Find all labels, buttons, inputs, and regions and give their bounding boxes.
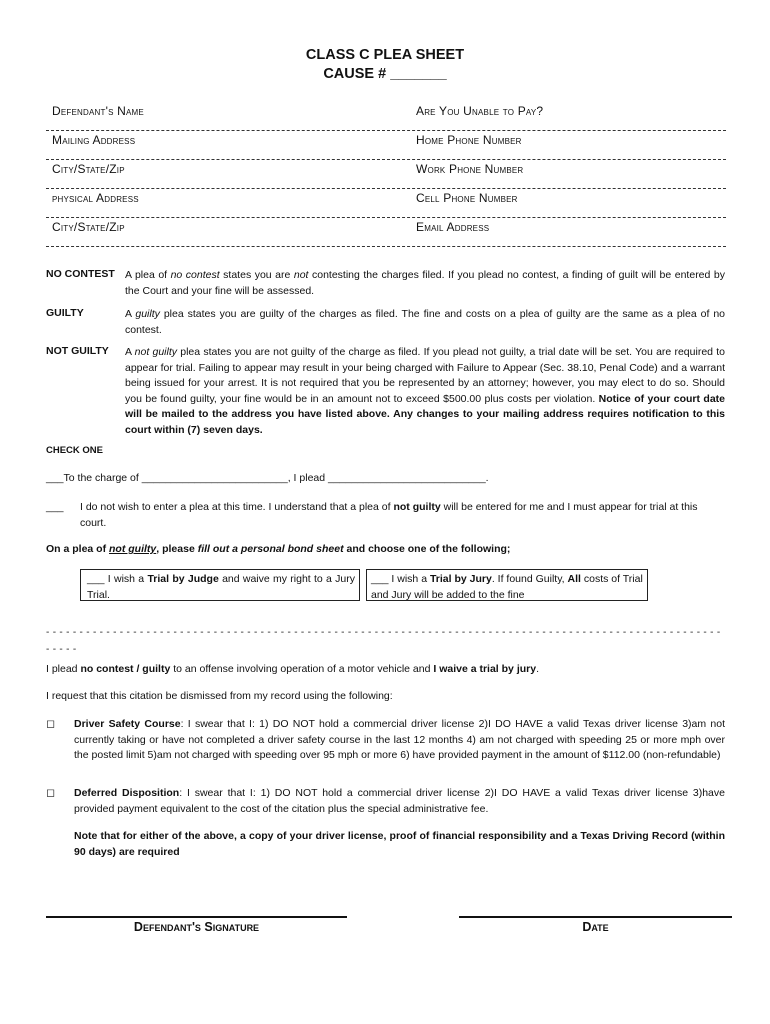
deferred-disposition-text: Deferred Disposition: I swear that I: 1) DO NOT hold a commercial driver license 2)I DO HAVE a valid Texas driver license 3)have provided payment equivalent to the cost of the citation plus the special administrative fee. (74, 787, 725, 815)
page-title: CLASS C PLEA SHEET (305, 47, 465, 63)
cell-phone-field[interactable]: Cell Phone Number (416, 191, 518, 205)
not-guilty-label: NOT GUILTY (46, 345, 109, 357)
signature-line[interactable] (46, 916, 347, 918)
mailing-address-field[interactable]: Mailing Address (52, 133, 136, 147)
field-divider (46, 246, 726, 247)
driver-safety-course-checkbox[interactable]: ◻ (46, 718, 56, 730)
trial-by-jury-option[interactable]: ___ I wish a Trial by Jury. If found Guilty, All costs of Trial and Jury will be added to the fine (366, 569, 648, 601)
bond-instruction: On a plea of not guilty, please fill out a personal bond sheet and choose one of the following; (46, 543, 511, 555)
cut-separator: - - - - - - - - - - - - - - - - - - - - - - - - - - - - - - - - - - - - - - - - - - - - - - - - - - - - - - - - - - - - - - - - - - - - - - - - - - - - - - - - - - - - - - - - - - - - - - - - - - - - - - - - - - (46, 627, 721, 655)
field-divider (46, 188, 726, 189)
no-plea-checkbox[interactable]: ___ (46, 501, 64, 513)
unable-to-pay-field[interactable]: Are You Unable to Pay? (416, 104, 544, 118)
requirements-note: Note that for either of the above, a copy of your driver license, proof of financial responsibility and a Texas Driving Record (within 90 days) are required (74, 830, 725, 858)
no-contest-label: NO CONTEST (46, 268, 115, 280)
work-phone-field[interactable]: Work Phone Number (416, 162, 524, 176)
charge-plea-line[interactable]: ___To the charge of _________________________, I plead ___________________________. (46, 472, 489, 484)
no-plea-text: I do not wish to enter a plea at this time. I understand that a plea of not guilty will be entered for me and I must appear for trial at this court. (80, 501, 698, 529)
no-contest-description: A plea of no contest states you are not contesting the charges filed. If you plead no contest, a finding of guilt will be entered by the Court and your fine will be assessed. (125, 269, 725, 297)
dismiss-request: I request that this citation be dismissed from my record using the following: (46, 690, 393, 702)
guilty-label: GUILTY (46, 307, 84, 319)
date-label: Date (582, 920, 609, 934)
field-divider (46, 217, 726, 218)
deferred-disposition-checkbox[interactable]: ◻ (46, 787, 56, 799)
defendant-signature-label: Defendant's Signature (133, 920, 260, 934)
home-phone-field[interactable]: Home Phone Number (416, 133, 522, 147)
driver-safety-course-text: Driver Safety Course: I swear that I: 1) DO NOT hold a commercial driver license 2)I DO HAVE a valid Texas driver license 3)am not currently taking or have not completed a driver safety course in the last 12 months 4) am not charged with speeding 25 or more mph over the posted limit 5)am not charged with speeding over 95 mph or more 6) have provided payment in the amount of $112.00 (non-refundable) (74, 718, 725, 761)
physical-address-field[interactable]: physical Address (52, 191, 139, 205)
field-divider (46, 130, 726, 131)
cause-number: CAUSE # _______ (323, 66, 447, 82)
guilty-description: A guilty plea states you are guilty of the charges as filed. The fine and costs on a plea of guilty are the same as a plea of no contest. (125, 308, 726, 336)
email-address-field[interactable]: Email Address (416, 220, 490, 234)
jury-waiver-statement: I plead no contest / guilty to an offense involving operation of a motor vehicle and I waive a trial by jury. (46, 663, 539, 675)
check-one-label: CHECK ONE (46, 445, 104, 456)
defendant-name-field[interactable]: Defendant's Name (52, 104, 144, 118)
field-divider (46, 159, 726, 160)
city-state-zip-2-field[interactable]: City/State/Zip (52, 220, 125, 234)
city-state-zip-field[interactable]: City/State/Zip (52, 162, 125, 176)
date-line[interactable] (459, 916, 732, 918)
not-guilty-description: A not guilty plea states you are not guilty of the charge as filed. If you plead not guilty, a trial date will be set. You are required to appear for trial. Failing to appear may result in your being charged with Failure to Appear (Sec. 38.10, Penal Code) and a warrant being issued for your arrest. It is not required that you be represented by an attorney; however, you may elect to do so. Should you be found guilty, your fine would be in an amount not to exceed $500.00 plus costs per violation. Notice of your court date will be mailed to the address you have listed above. Any changes to your mailing address requires notification to this court within (7) seven days. (125, 346, 725, 436)
trial-by-judge-option[interactable]: ___ I wish a Trial by Judge and waive my right to a Jury Trial. (80, 569, 360, 601)
